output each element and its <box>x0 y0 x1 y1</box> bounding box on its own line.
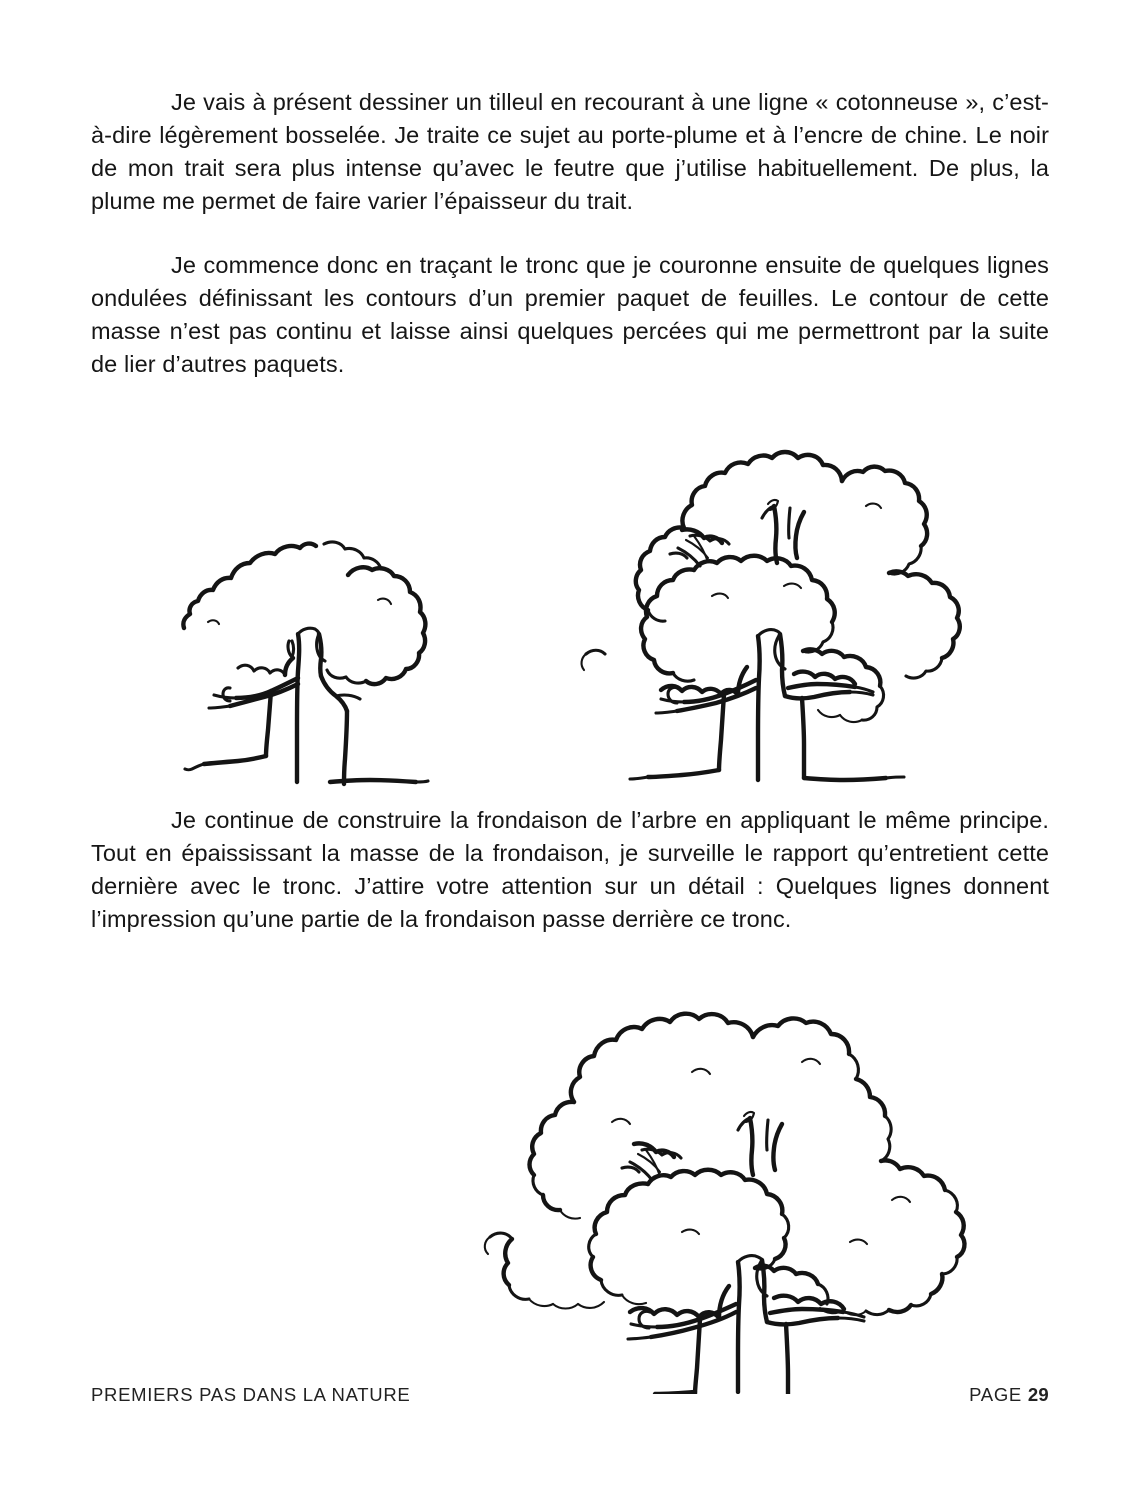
paragraph-intro <box>91 86 1049 218</box>
illustration-tree-stage-2 <box>566 388 974 790</box>
footer-page-indicator <box>969 1384 1049 1406</box>
paragraph-second-step <box>91 804 1049 936</box>
tree-sketch-icon <box>452 932 1048 1394</box>
tree-sketch-icon <box>178 538 434 790</box>
paragraph-text: Je continue de construire la frondaison de l’arbre en appliquant le même principe. Tout en épaississant la masse de la frondaison, je surveille le rapport qu’entretient cette dernière avec le tronc. J’attire votre attention sur un détail : Quelques lignes donnent l’impression qu’une partie de la frondaison passe derrière ce tronc. <box>91 807 1049 932</box>
paragraph-text: Je commence donc en traçant le tronc que je couronne ensuite de quelques lignes ondulées définissant les contours d’un premier paquet de feuilles. Le contour de cette masse n’est pas continu et laisse ainsi quelques percées qui me permettront par la suite de lier d’autres paquets. <box>91 252 1049 377</box>
illustration-tree-stage-1 <box>178 538 434 790</box>
tree-sketch-icon <box>566 388 974 790</box>
footer-page-label: PAGE <box>969 1384 1022 1405</box>
footer-page-number: 29 <box>1027 1384 1049 1405</box>
paragraph-text: Je vais à présent dessiner un tilleul en recourant à une ligne « cotonneuse », c’est-à-dire légèrement bosselée. Je traite ce sujet au porte-plume et à l’encre de chine. Le noir de mon trait sera plus intense qu’avec le feutre que j’utilise habituellement. De plus, la plume me permet de faire varier l’épaisseur du trait. <box>91 89 1049 214</box>
paragraph-first-step <box>91 249 1049 381</box>
footer-book-title: PREMIERS PAS DANS LA NATURE <box>91 1384 411 1405</box>
page-footer <box>91 1384 1049 1412</box>
illustration-tree-stage-3 <box>452 932 1048 1394</box>
